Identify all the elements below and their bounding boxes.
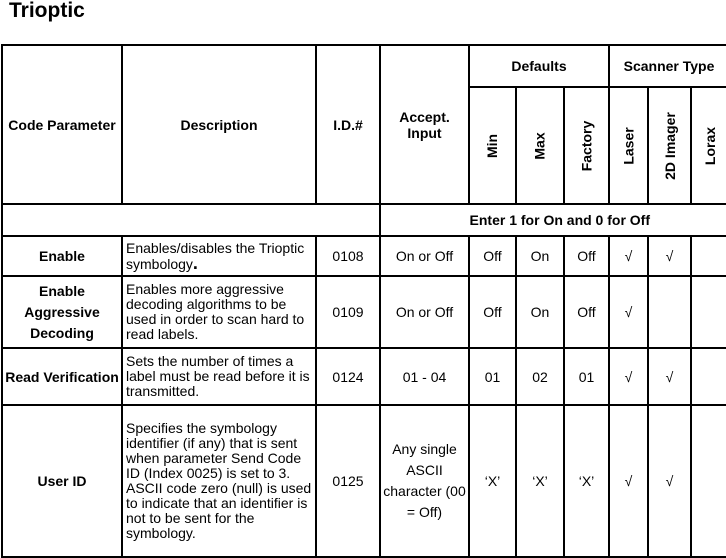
param-name: User ID: [2, 405, 122, 557]
header-factory: Factory: [564, 87, 609, 204]
parameter-table: [1, 44, 726, 558]
default-min: Off: [469, 236, 516, 276]
default-factory: Off: [564, 276, 609, 348]
header-code-parameter: Code Parameter: [2, 45, 122, 204]
imager-check: √: [648, 348, 691, 405]
param-id: 0109: [316, 276, 380, 348]
param-name: Enable Aggressive Decoding: [2, 276, 122, 348]
default-max: On: [516, 236, 564, 276]
header-scanner-type: Scanner Type: [609, 45, 726, 87]
header-min: Min: [469, 87, 516, 204]
header-defaults: Defaults: [469, 45, 609, 87]
param-accept: Any single ASCII character (00 = Off): [380, 405, 469, 557]
imager-check: √: [648, 236, 691, 276]
default-max: 02: [516, 348, 564, 405]
imager-check: [648, 276, 691, 348]
laser-check: √: [609, 236, 648, 276]
lorax-check: [691, 405, 726, 557]
param-id: 0108: [316, 236, 380, 276]
default-min: 01: [469, 348, 516, 405]
default-min: ‘X’: [469, 405, 516, 557]
default-factory: Off: [564, 236, 609, 276]
laser-check: √: [609, 405, 648, 557]
param-accept: On or Off: [380, 276, 469, 348]
table-row: [2, 236, 726, 276]
default-factory: ‘X’: [564, 405, 609, 557]
param-description: Sets the number of times a label must be read before it is transmitted.: [122, 348, 316, 405]
table-row: [2, 405, 726, 557]
lorax-check: [691, 276, 726, 348]
laser-check: √: [609, 276, 648, 348]
param-name: Enable: [2, 236, 122, 276]
lorax-check: [691, 236, 726, 276]
default-factory: 01: [564, 348, 609, 405]
param-description: Enables more aggressive decoding algorithms to be used in order to scan hard to read labels.: [122, 276, 316, 348]
page-title: Trioptic: [9, 0, 85, 22]
header-accept-input: Accept. Input: [380, 45, 469, 204]
param-description: Specifies the symbology identifier (if any) that is sent when parameter Send Code ID (Index 0025) is set to 3. ASCII code zero (null) is used to indicate that an identifier is not to be sent for the symbology.: [122, 405, 316, 557]
default-max: ‘X’: [516, 405, 564, 557]
laser-check: √: [609, 348, 648, 405]
param-description: Enables/disables the Trioptic symbology.: [122, 236, 316, 276]
param-accept: On or Off: [380, 236, 469, 276]
header-max: Max: [516, 87, 564, 204]
header-description: Description: [122, 45, 316, 204]
param-id: 0125: [316, 405, 380, 557]
header-id: I.D.#: [316, 45, 380, 204]
param-id: 0124: [316, 348, 380, 405]
param-name: Read Verification: [2, 348, 122, 405]
default-max: On: [516, 276, 564, 348]
table-row: [2, 276, 726, 348]
table-row: [2, 348, 726, 405]
lorax-check: [691, 348, 726, 405]
default-min: Off: [469, 276, 516, 348]
imager-check: √: [648, 405, 691, 557]
on-off-note: Enter 1 for On and 0 for Off: [380, 204, 726, 236]
header-laser: Laser: [609, 87, 648, 204]
header-2d-imager: 2D Imager: [648, 87, 691, 204]
note-spacer: [2, 204, 380, 236]
header-lorax: Lorax: [691, 87, 726, 204]
param-accept: 01 - 04: [380, 348, 469, 405]
